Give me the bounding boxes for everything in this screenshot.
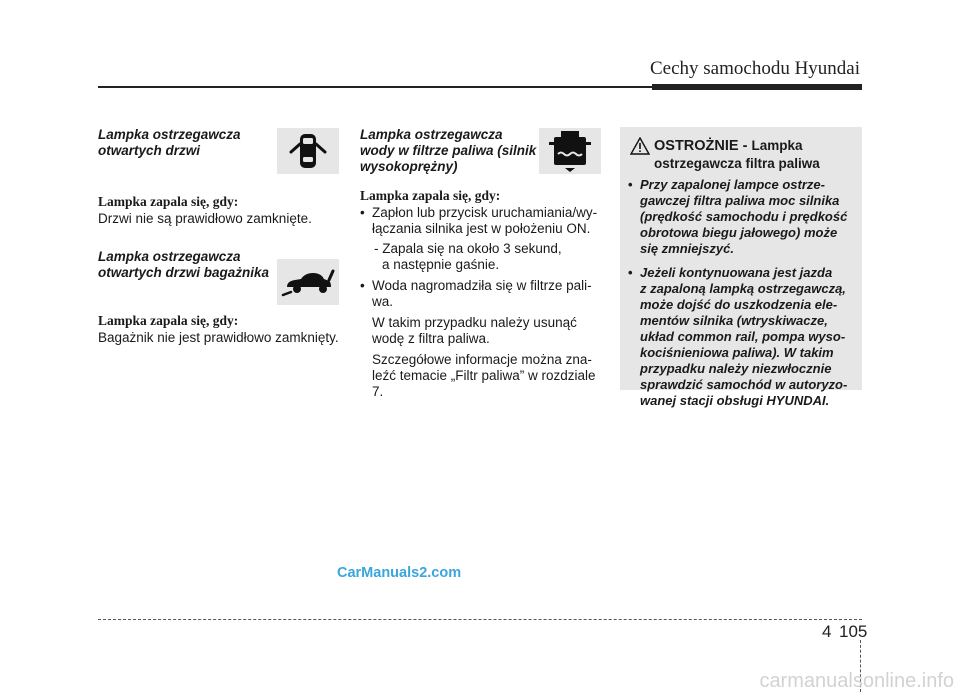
water-in-fuel-filter-icon [539, 128, 601, 174]
warning-triangle-icon [630, 137, 650, 160]
page-header-title: Cechy samochodu Hyundai [649, 58, 860, 79]
page-number: 105 [839, 622, 868, 641]
sub-item-3-seconds: - Zapala się na około 3 sekund, a następnie gaśnie. [374, 241, 562, 272]
fuel-filter-body [360, 205, 600, 400]
chapter-number: 4 [822, 622, 832, 641]
caution-heading: OSTROŻNIE - Lampka ostrzegawcza filtra paliwa [654, 138, 820, 171]
trunk-warning-text: Bagażnik nie jest prawidłowo zamknięty. [98, 330, 339, 345]
caution-box [620, 127, 862, 408]
open-trunk-car-icon [277, 259, 339, 305]
fuel-filter-bullets [360, 205, 600, 400]
door-warning-label: Lampka zapala się, gdy: [98, 194, 239, 209]
fuel-filter-warning-title: Lampka ostrzegawcza wody w filtrze paliwa (silnik wysokoprężny) [360, 127, 537, 174]
door-warning-title: Lampka ostrzegawcza otwartych drzwi [98, 127, 241, 158]
paragraph-details-chapter: Szczegółowe informacje można zna- leźć temacie „Filtr paliwa” w rozdziale 7. [372, 352, 596, 399]
open-door-car-icon [277, 128, 339, 174]
caution-item-engine-damage: • Jeżeli kontynuowana jest jazda z zapaloną lampką ostrzegawczą, może dojść do uszkodzenia ele- mentów silnika (wtryskiwacze, układ common rail, pompa wyso- kociśnieniowa paliwa). W takim przypadku należy niezwłocznie sprawdzić samochód w autoryzo- wanej stacji obsługi HYUNDAI. [626, 265, 854, 409]
fuel-filter-icon-box [539, 128, 601, 174]
bullet-water-accumulated: • Woda nagromadziła się w filtrze pali- wa. W takim przypadku należy usunąć wodę z filtra paliwa. Szczegółowe informacje można zna- leźć temacie „Filtr paliwa” w rozdziale 7. [360, 278, 600, 400]
paragraph-remove-water: W takim przypadku należy usunąć wodę z filtra paliwa. [372, 315, 577, 346]
header-tab-bar [652, 84, 862, 90]
door-warning-icon-box [277, 128, 339, 174]
caution-list-wrap [626, 177, 854, 417]
trunk-warning-label: Lampka zapala się, gdy: [98, 313, 239, 328]
caution-list [626, 177, 854, 409]
footer-dashed-rule [98, 619, 862, 620]
fuel-filter-label: Lampka zapala się, gdy: [360, 188, 501, 203]
door-warning-text: Drzwi nie są prawidłowo zamknięte. [98, 211, 312, 226]
caution-item-power-reduction: • Przy zapalonej lampce ostrze- gawczej filtra paliwa moc silnika (prędkość samochodu i prędkość obrotowa biegu jałowego) może się zmniejszyć. [626, 177, 854, 257]
trunk-warning-icon-box [277, 259, 339, 305]
trunk-warning-title: Lampka ostrzegawcza otwartych drzwi bagażnika [98, 249, 270, 280]
bullet-ignition-on: • Zapłon lub przycisk uruchamiania/wy- łączania silnika jest w położeniu ON. - Zapala się na około 3 sekund, a następnie gaśnie. [360, 205, 600, 273]
site-watermark: carmanualsonline.info [759, 670, 954, 692]
watermark-link[interactable]: CarManuals2.com [337, 565, 462, 581]
